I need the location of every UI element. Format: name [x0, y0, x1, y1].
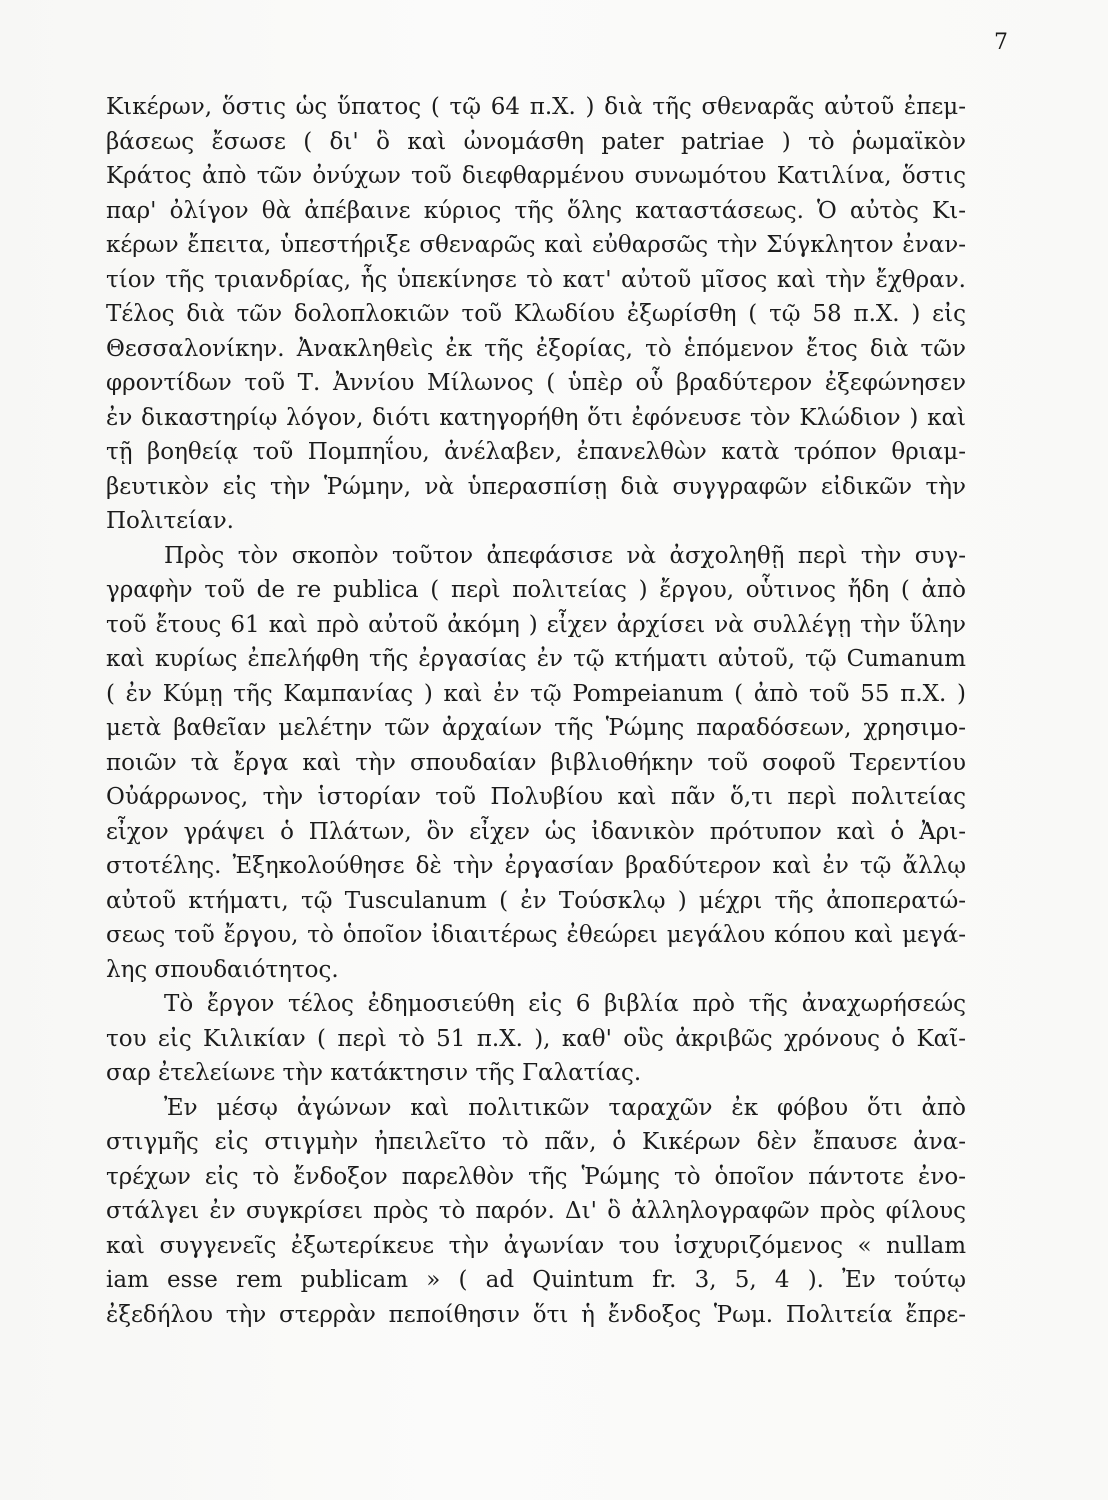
text-line: ἐξεδήλου τὴν στερρὰν πεποίθησιν ὅτι ἡ ἔνδοξος Ῥωμ. Πολιτεία ἔπρε- — [106, 1301, 966, 1328]
text-line: του εἰς Κιλικίαν ( περὶ τὸ 51 π.Χ. ), καθ' οὓς ἀκριβῶς χρόνους ὁ Καῖ- — [106, 1025, 966, 1052]
text-line: καὶ κυρίως ἐπελήφθη τῆς ἐργασίας ἐν τῷ κτήματι αὐτοῦ, τῷ Cumanum — [106, 646, 966, 672]
paragraph-2 — [106, 539, 966, 988]
text-line: τρέχων εἰς τὸ ἔνδοξον παρελθὸν τῆς Ῥώμης τὸ ὁποῖον πάντοτε ἐνο- — [106, 1163, 966, 1190]
text-line: φροντίδων τοῦ Τ. Ἀννίου Μίλωνος ( ὑπὲρ οὗ βραδύτερον ἐξεφώνησεν — [106, 370, 966, 396]
text-line: γραφὴν τοῦ de re publica ( περὶ πολιτείας ) ἔργου, οὗτινος ἤδη ( ἀπὸ — [106, 577, 966, 603]
text-line: Πολιτείαν. — [106, 508, 234, 534]
text-line: παρ' ὀλίγον θὰ ἀπέβαινε κύριος τῆς ὅλης καταστάσεως. Ὁ αὐτὸς Κι- — [106, 197, 966, 224]
text-line: Οὐάρρωνος, τὴν ἱστορίαν τοῦ Πολυβίου καὶ πᾶν ὅ,τι περὶ πολιτείας — [106, 784, 966, 810]
text-line: Κράτος ἀπὸ τῶν ὀνύχων τοῦ διεφθαρμένου συνωμότου Κατιλίνα, ὅστις — [106, 163, 966, 189]
text-line: εἶχον γράψει ὁ Πλάτων, ὃν εἶχεν ὡς ἰδανικὸν πρότυπον καὶ ὁ Ἀρι- — [106, 818, 966, 845]
text-line: ( ἐν Κύμῃ τῆς Καμπανίας ) καὶ ἐν τῷ Pompeianum ( ἀπὸ τοῦ 55 π.Χ. ) — [106, 680, 966, 707]
text-line: Τέλος διὰ τῶν δολοπλοκιῶν τοῦ Κλωδίου ἐξωρίσθη ( τῷ 58 π.Χ. ) εἰς — [106, 301, 966, 327]
text-line: ἐν δικαστηρίῳ λόγον, διότι κατηγορήθη ὅτι ἐφόνευσε τὸν Κλώδιον ) καὶ — [106, 404, 966, 431]
text-line: τοῦ ἔτους 61 καὶ πρὸ αὐτοῦ ἀκόμη ) εἶχεν ἀρχίσει νὰ συλλέγῃ τὴν ὕλην — [106, 611, 966, 638]
text-line: Τὸ ἔργον τέλος ἐδημοσιεύθη εἰς 6 βιβλία πρὸ τῆς ἀναχωρήσεώς — [164, 991, 966, 1017]
text-line: Ἐν μέσῳ ἀγώνων καὶ πολιτικῶν ταραχῶν ἐκ φόβου ὅτι ἀπὸ — [164, 1094, 966, 1121]
page-number: 7 — [994, 30, 1008, 55]
text-line: μετὰ βαθεῖαν μελέτην τῶν ἀρχαίων τῆς Ῥώμης παραδόσεων, χρησιμο- — [106, 715, 966, 741]
text-line: βάσεως ἔσωσε ( δι' ὃ καὶ ὠνομάσθη pater patriae ) τὸ ῥωμαϊκὸν — [106, 128, 966, 155]
text-line: καὶ συγγενεῖς ἐξωτερίκευε τὴν ἀγωνίαν του ἰσχυριζόμενος « nullam — [106, 1232, 966, 1259]
text-line: Πρὸς τὸν σκοπὸν τοῦτον ἀπεφάσισε νὰ ἀσχοληθῇ περὶ τὴν συγ- — [164, 542, 966, 569]
text-line: αὐτοῦ κτήματι, τῷ Tusculanum ( ἐν Τούσκλῳ ) μέχρι τῆς ἀποπερατώ- — [106, 887, 966, 914]
paragraph-1 — [106, 90, 966, 539]
text-line: τίον τῆς τριανδρίας, ἧς ὑπεκίνησε τὸ κατ' αὐτοῦ μῖσος καὶ τὴν ἔχθραν. — [106, 266, 966, 293]
body-text — [106, 90, 966, 1332]
text-line: Θεσσαλονίκην. Ἀνακληθεὶς ἐκ τῆς ἐξορίας, τὸ ἑπόμενον ἔτος διὰ τῶν — [106, 335, 966, 362]
text-line: σαρ ἐτελείωνε τὴν κατάκτησιν τῆς Γαλατίας. — [106, 1060, 642, 1086]
text-line: στάλγει ἐν συγκρίσει πρὸς τὸ παρόν. Δι' ὃ ἀλληλογραφῶν πρὸς φίλους — [106, 1198, 966, 1224]
text-line: iam esse rem publicam » ( ad Quintum fr. 3, 5, 4 ). Ἐν τούτῳ — [106, 1267, 966, 1293]
text-line: στιγμῆς εἰς στιγμὴν ἠπειλεῖτο τὸ πᾶν, ὁ Κικέρων δὲν ἔπαυσε ἀνα- — [106, 1129, 966, 1155]
text-line: σεως τοῦ ἔργου, τὸ ὁποῖον ἰδιαιτέρως ἐθεώρει μεγάλου κόπου καὶ μεγά- — [106, 922, 966, 948]
paragraph-3 — [106, 987, 966, 1091]
text-line: κέρων ἔπειτα, ὑπεστήριξε σθεναρῶς καὶ εὐθαρσῶς τὴν Σύγκλητον ἐναν- — [106, 232, 966, 258]
text-line: τῇ βοηθείᾳ τοῦ Πομπηΐου, ἀνέλαβεν, ἐπανελθὼν κατὰ τρόπον θριαμ- — [106, 439, 966, 465]
text-line: Κικέρων, ὅστις ὡς ὕπατος ( τῷ 64 π.Χ. ) διὰ τῆς σθεναρᾶς αὐτοῦ ἐπεμ- — [106, 94, 966, 120]
text-line: βευτικὸν εἰς τὴν Ῥώμην, νὰ ὑπερασπίσῃ διὰ συγγραφῶν εἰδικῶν τὴν — [106, 473, 966, 500]
text-line: στοτέλης. Ἐξηκολούθησε δὲ τὴν ἐργασίαν βραδύτερον καὶ ἐν τῷ ἄλλῳ — [106, 853, 966, 879]
text-line: λης σπουδαιότητος. — [106, 956, 339, 983]
text-line: ποιῶν τὰ ἔργα καὶ τὴν σπουδαίαν βιβλιοθήκην τοῦ σοφοῦ Τερεντίου — [106, 749, 966, 776]
paragraph-4 — [106, 1091, 966, 1333]
